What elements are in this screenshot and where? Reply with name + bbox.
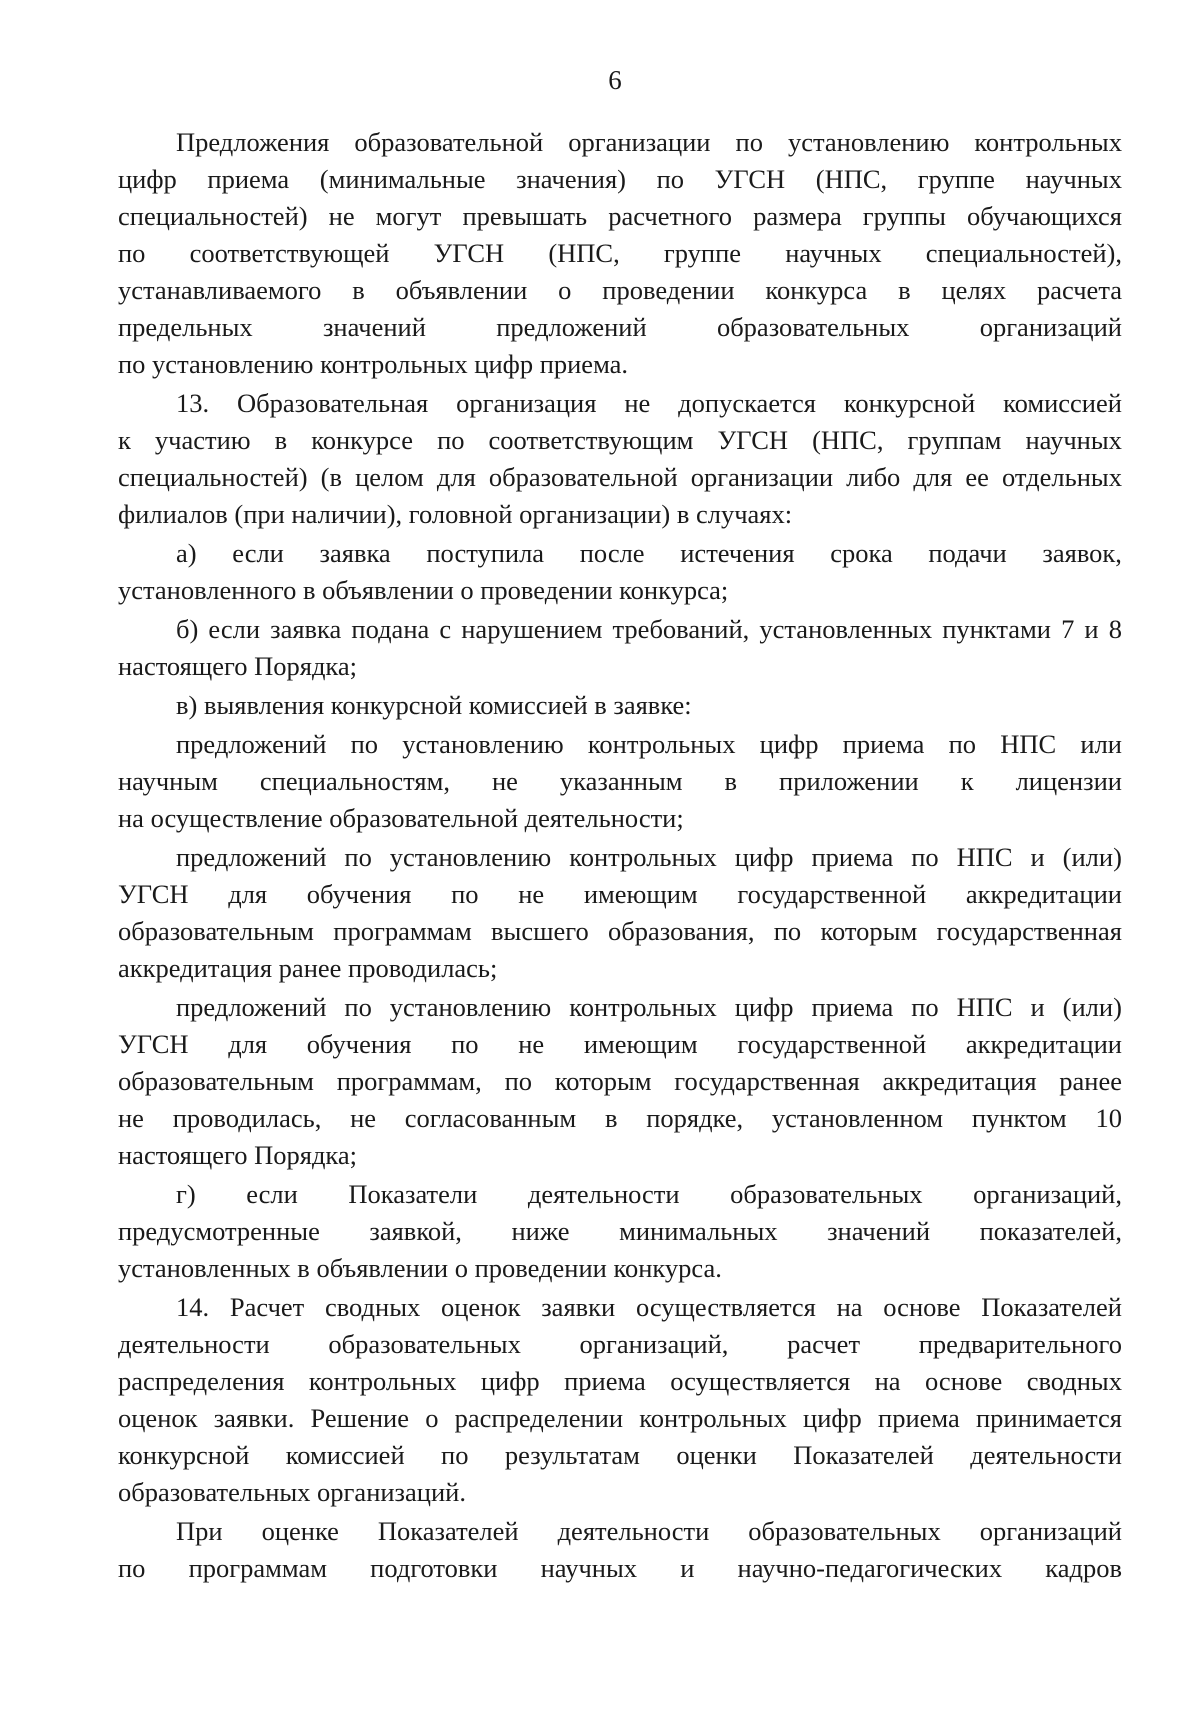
text-line: предложений по установлению контрольных цифр приема по НПС и (или): [176, 992, 1122, 1022]
text-line: цифр приема (минимальные значения) по УГСН (НПС, группе научных: [118, 164, 1122, 194]
paragraph: [118, 611, 1122, 685]
text-line: научным специальностям, не указанным в приложении к лицензии: [118, 766, 1122, 796]
text-line: к участию в конкурсе по соответствующим УГСН (НПС, группам научных: [118, 425, 1122, 455]
paragraph: [118, 989, 1122, 1174]
text-line: по программам подготовки научных и научно-педагогических кадров: [118, 1553, 1122, 1583]
paragraph: [118, 535, 1122, 609]
text-line: б) если заявка подана с нарушением требований, установленных пунктами 7 и 8: [176, 614, 1122, 644]
text-line: конкурсной комиссией по результатам оценки Показателей деятельности: [118, 1440, 1122, 1470]
text-line: 13. Образовательная организация не допускается конкурсной комиссией: [176, 388, 1122, 418]
text-line: образовательных организаций.: [118, 1477, 466, 1507]
text-line: аккредитация ранее проводилась;: [118, 953, 498, 983]
page-number: 6: [608, 65, 622, 95]
text-line: 14. Расчет сводных оценок заявки осуществляется на основе Показателей: [176, 1292, 1122, 1322]
text-line: не проводилась, не согласованным в порядке, установленном пунктом 10: [118, 1103, 1122, 1133]
paragraph: [118, 839, 1122, 987]
text-line: распределения контрольных цифр приема осуществляется на основе сводных: [118, 1366, 1122, 1396]
paragraph: [118, 1513, 1122, 1587]
text-line: УГСН для обучения по не имеющим государственной аккредитации: [118, 1029, 1122, 1059]
text-line: настоящего Порядка;: [118, 1140, 358, 1170]
text-line: по соответствующей УГСН (НПС, группе научных специальностей),: [118, 238, 1122, 268]
text-line: филиалов (при наличии), головной организации) в случаях:: [118, 499, 793, 529]
text-line: предельных значений предложений образовательных организаций: [118, 312, 1122, 342]
text-line: установленных в объявлении о проведении конкурса.: [118, 1253, 722, 1283]
text-line: деятельности образовательных организаций, расчет предварительного: [118, 1329, 1122, 1359]
text-line: г) если Показатели деятельности образовательных организаций,: [176, 1179, 1122, 1209]
document-body: [118, 124, 1122, 1589]
paragraph: [118, 687, 1122, 724]
text-line: настоящего Порядка;: [118, 651, 358, 681]
text-line: предложений по установлению контрольных цифр приема по НПС или: [176, 729, 1122, 759]
paragraph: [118, 726, 1122, 837]
text-line: УГСН для обучения по не имеющим государственной аккредитации: [118, 879, 1122, 909]
text-line: а) если заявка поступила после истечения срока подачи заявок,: [176, 538, 1122, 568]
text-line: установленного в объявлении о проведении конкурса;: [118, 575, 729, 605]
paragraph: [118, 1289, 1122, 1511]
paragraph: [118, 124, 1122, 383]
text-line: специальностей) не могут превышать расчетного размера группы обучающихся: [118, 201, 1122, 231]
text-line: на осуществление образовательной деятельности;: [118, 803, 684, 833]
text-line: оценок заявки. Решение о распределении контрольных цифр приема принимается: [118, 1403, 1122, 1433]
text-line: Предложения образовательной организации по установлению контрольных: [176, 127, 1122, 157]
paragraph: [118, 1176, 1122, 1287]
text-line: по установлению контрольных цифр приема.: [118, 349, 629, 379]
text-line: образовательным программам, по которым государственная аккредитация ранее: [118, 1066, 1122, 1096]
text-line: устанавливаемого в объявлении о проведении конкурса в целях расчета: [118, 275, 1122, 305]
text-line: предложений по установлению контрольных цифр приема по НПС и (или): [176, 842, 1122, 872]
text-line: предусмотренные заявкой, ниже минимальных значений показателей,: [118, 1216, 1122, 1246]
text-line: в) выявления конкурсной комиссией в заявке:: [176, 690, 692, 720]
text-line: При оценке Показателей деятельности образовательных организаций: [176, 1516, 1122, 1546]
paragraph: [118, 385, 1122, 533]
text-line: образовательным программам высшего образования, по которым государственная: [118, 916, 1122, 946]
text-line: специальностей) (в целом для образовательной организации либо для ее отдельных: [118, 462, 1122, 492]
